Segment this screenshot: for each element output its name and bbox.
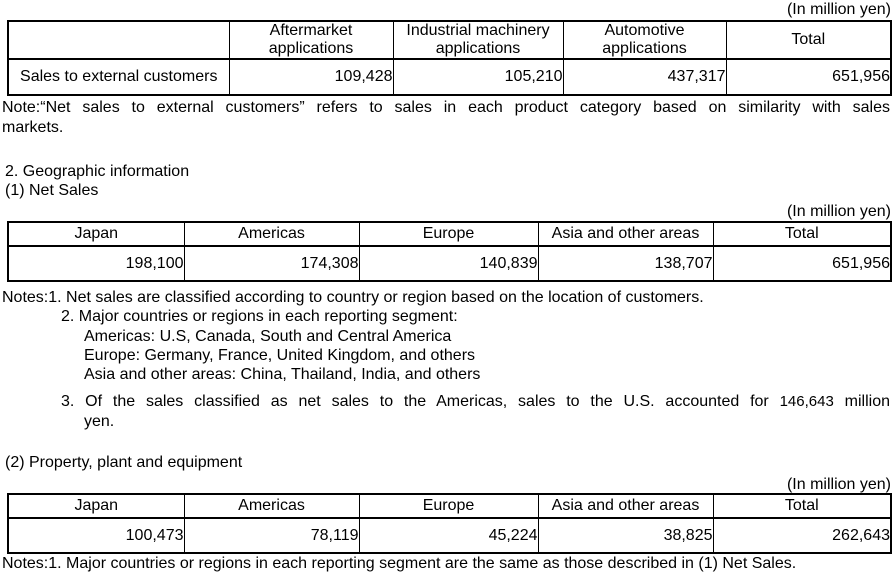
net-sales-col-japan: Japan <box>8 222 184 246</box>
ppe-col-asia: Asia and other areas <box>538 494 713 518</box>
segment-col-aftermarket: Aftermarket applications <box>229 21 393 59</box>
unit-label-net-sales: (In million yen) <box>786 203 891 220</box>
ppe-value-americas: 78,119 <box>184 518 359 553</box>
segment-table-header-row <box>8 21 891 59</box>
net-sales-note-2-americas: Americas: U.S, Canada, South and Central America <box>84 327 452 345</box>
net-sales-col-americas: Americas <box>184 222 359 246</box>
geographic-section-heading: 2. Geographic information <box>5 163 190 180</box>
net-sales-note-2: 2. Major countries or regions in each reporting segment: <box>61 308 458 326</box>
segment-note-line1: Note:“Net sales to external customers” refers to sales in each product category based on similarity with sales <box>2 99 890 116</box>
segment-table-data-row <box>8 59 891 95</box>
net-sales-value-europe: 140,839 <box>359 246 538 281</box>
ppe-col-total: Total <box>713 494 891 518</box>
net-sales-value-japan: 198,100 <box>8 246 184 281</box>
net-sales-subheading: (1) Net Sales <box>5 182 99 199</box>
segment-sales-table <box>7 20 892 96</box>
segment-value-aftermarket: 109,428 <box>229 59 393 95</box>
segment-note-line2: markets. <box>2 118 64 136</box>
segment-value-total: 651,956 <box>726 59 891 95</box>
segment-col-total: Total <box>726 21 891 59</box>
ppe-value-europe: 45,224 <box>359 518 538 553</box>
ppe-col-europe: Europe <box>359 494 538 518</box>
net-sales-notes <box>0 288 895 431</box>
note-3-amount: 146,643 <box>779 393 834 411</box>
net-sales-header-row <box>8 222 891 246</box>
net-sales-note-3 <box>61 392 890 411</box>
ppe-data-row <box>8 518 891 553</box>
net-sales-note-2-asia: Asia and other areas: China, Thailand, India, and others <box>84 366 481 384</box>
ppe-col-japan: Japan <box>8 494 184 518</box>
net-sales-note-1: Notes:1. Net sales are classified according to country or region based on the location of customers. <box>2 289 704 306</box>
ppe-subheading: (2) Property, plant and equipment <box>5 454 243 472</box>
ppe-note-clipped <box>2 554 891 573</box>
segment-value-industrial: 105,210 <box>393 59 563 95</box>
segment-col-industrial: Industrial machinery applications <box>393 21 563 59</box>
unit-label-segment: (In million yen) <box>786 1 891 18</box>
net-sales-value-asia: 138,707 <box>538 246 713 281</box>
segment-col-automotive: Automotive applications <box>563 21 726 59</box>
note-3-text: 3. Of the sales classified as net sales to the Americas, sales to the U.S. accounted for <box>61 393 769 411</box>
net-sales-table <box>7 221 892 282</box>
net-sales-value-americas: 174,308 <box>184 246 359 281</box>
net-sales-data-row <box>8 246 891 281</box>
segment-value-automotive: 437,317 <box>563 59 726 95</box>
ppe-col-americas: Americas <box>184 494 359 518</box>
ppe-header-row <box>8 494 891 518</box>
note-3-suffix: million <box>844 393 890 411</box>
ppe-value-total: 262,643 <box>713 518 891 553</box>
segment-blank-header-cell <box>8 21 229 59</box>
ppe-table <box>7 493 892 554</box>
net-sales-col-total: Total <box>713 222 891 246</box>
net-sales-col-europe: Europe <box>359 222 538 246</box>
ppe-value-japan: 100,473 <box>8 518 184 553</box>
net-sales-note-3-cont: yen. <box>84 412 115 430</box>
ppe-note-clipped-text: Notes:1. Major countries or regions in each reporting segment are the same as those described in (1) Net Sales. <box>2 555 797 573</box>
unit-label-ppe: (In million yen) <box>786 476 891 494</box>
net-sales-col-asia: Asia and other areas <box>538 222 713 246</box>
segment-row-label: Sales to external customers <box>8 59 229 95</box>
net-sales-note-2-europe: Europe: Germany, France, United Kingdom, and others <box>84 346 476 364</box>
ppe-value-asia: 38,825 <box>538 518 713 553</box>
net-sales-value-total: 651,956 <box>713 246 891 281</box>
